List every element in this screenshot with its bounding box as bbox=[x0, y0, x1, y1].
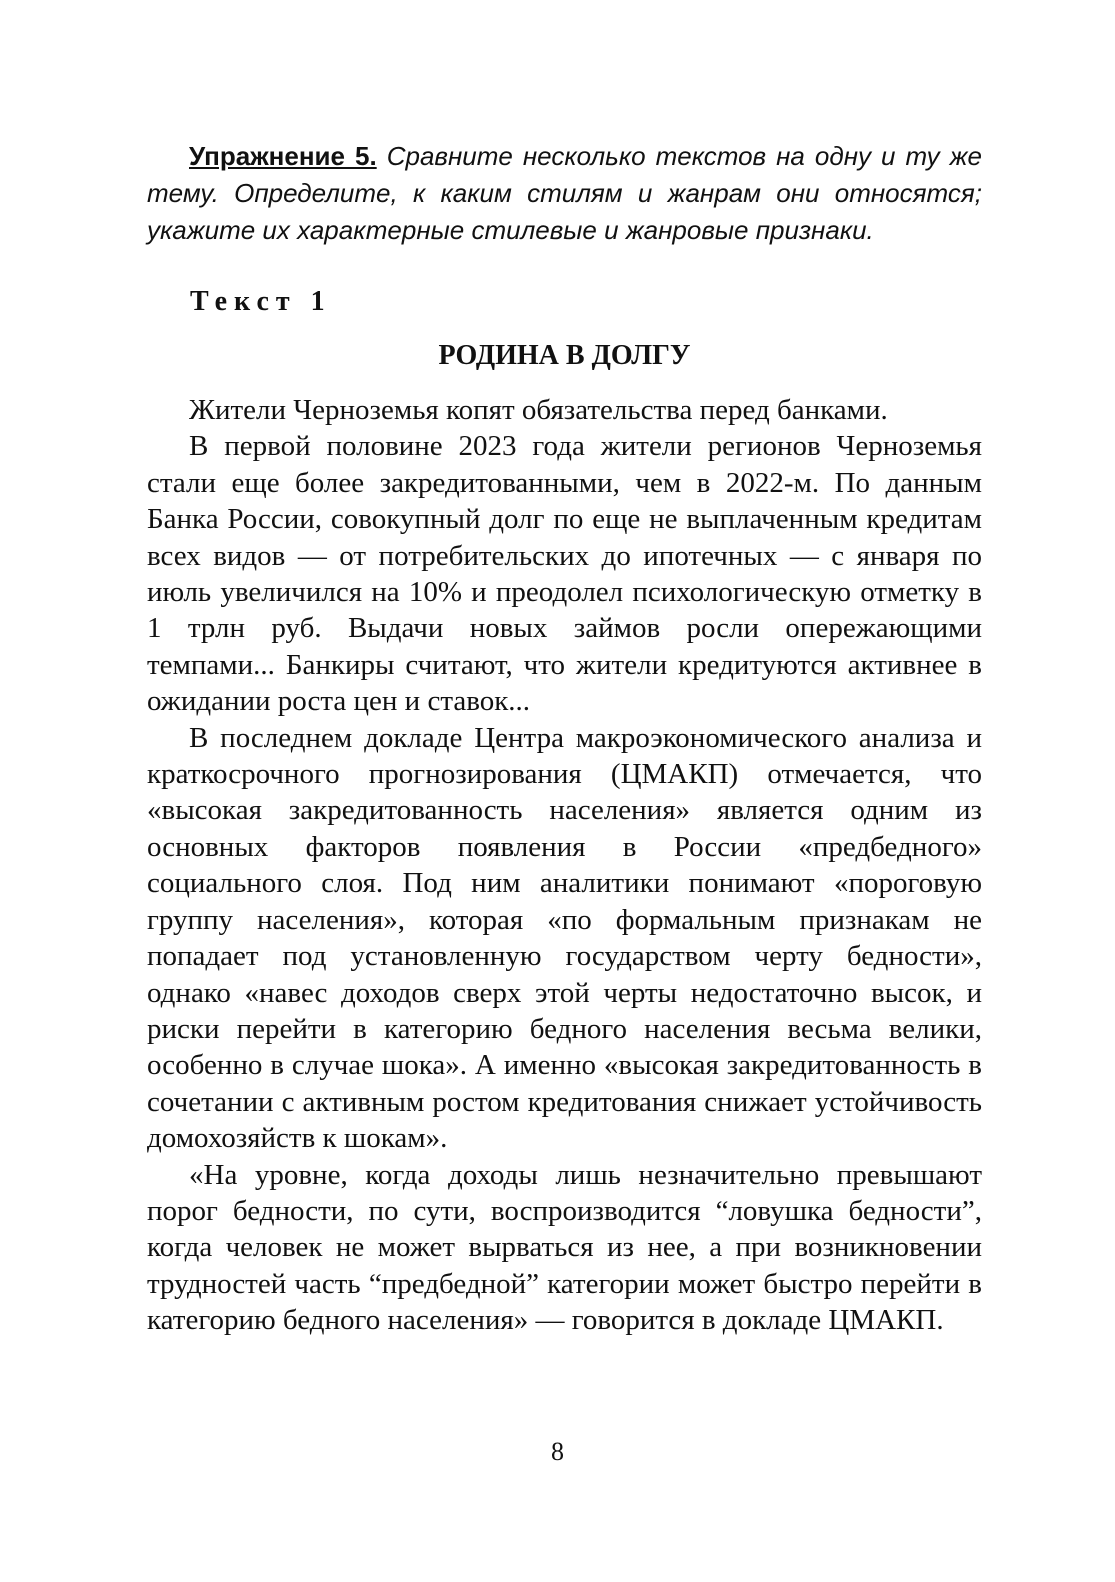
paragraph: «На уровне, когда доходы лишь незначительно превышают порог бедности, по сути, воспроизводится “ловушка бедности”, когда человек не может вырваться из нее, а при возникновении трудностей часть “предбедной” категории может быстро перейти в категорию бедного населения» — говорится в докладе ЦМАКП. bbox=[147, 1158, 982, 1337]
paragraph: Жители Черноземья копят обязательства перед банками. bbox=[189, 394, 888, 426]
exercise-instruction bbox=[147, 138, 982, 249]
paragraph: В первой половине 2023 года жители регионов Черноземья стали еще более закредитованными, чем в 2022-м. По данным Банка России, совокупный долг по еще не выплаченным кредитам всех видов — от потребительских до ипотечных — с января по июль увеличился на 10% и преодолел психологическую отметку в 1 трлн руб. Выдачи новых займов росли опережающими темпами... Банкиры считают, что жители кредитуются активнее в ожидании роста цен и ставок... bbox=[147, 430, 982, 718]
exercise-task: Сравните несколько текстов на одну и ту же тему. Определите, к каким стилям и жанрам они относятся; укажите их характерные стилевые и жанровые признаки. bbox=[147, 141, 982, 245]
article-body bbox=[147, 392, 982, 1339]
text-heading: Текст 1 bbox=[190, 286, 332, 317]
exercise-label: Упражнение 5. bbox=[189, 141, 377, 171]
paragraph: В последнем докладе Центра макроэкономического анализа и краткосрочного прогнозирования (ЦМАКП) отмечается, что «высокая закредитованность населения» является одним из основных факторов появления в России «предбедного» социального слоя. Под ним аналитики понимают «пороговую группу населения», которая «по формальным признакам не попадает под установленную государством черту бедности», однако «навес доходов сверх этой черты недостаточно высок, и риски перейти в категорию бедного населения весьма велики, особенно в случае шока». А именно «высокая закредитованность в сочетании с активным ростом кредитования снижает устойчивость домохозяйств к шокам». bbox=[147, 721, 982, 1155]
article-title: РОДИНА В ДОЛГУ bbox=[438, 340, 691, 371]
page-number: 8 bbox=[551, 1437, 564, 1466]
